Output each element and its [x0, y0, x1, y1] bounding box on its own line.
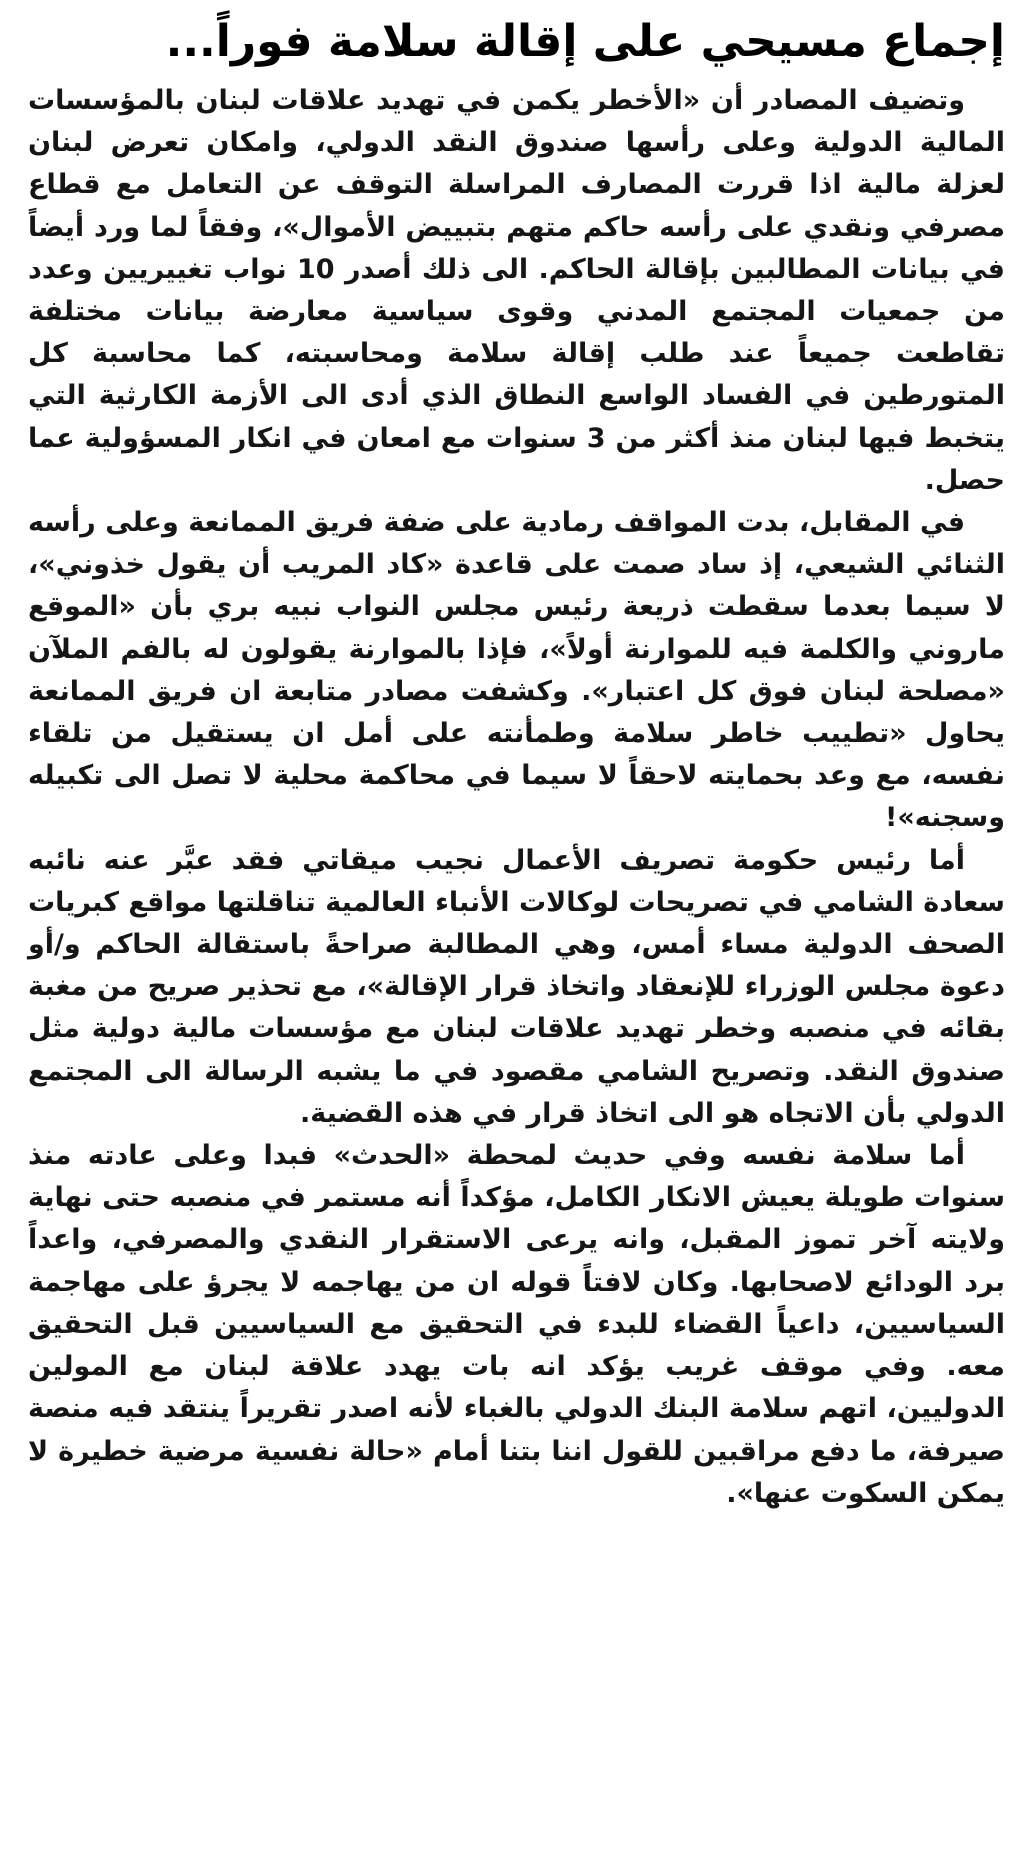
article-paragraph: وتضيف المصادر أن «الأخطر يكمن في تهديد علاقات لبنان بالمؤسسات المالية الدولية وعلى رأسها صندوق النقد الدولي، وامكان تعرض لبنان لعزلة مالية اذا قررت المصارف المراسلة التوقف عن التعامل مع قطاع مصرفي ونقدي على رأسه حاكم متهم بتبييض الأموال»، وفقاً لما ورد أيضاً في بيانات المطالبين بإقالة الحاكم. الى ذلك أصدر 10 نواب تغييريين وعدد من جمعيات المجتمع المدني وقوى سياسية معارضة بيانات مختلفة تقاطعت جميعاً عند طلب إقالة سلامة ومحاسبته، كما محاسبة كل المتورطين في الفساد الواسع النطاق الذي أدى الى الأزمة الكارثية التي يتخبط فيها لبنان منذ أكثر من 3 سنوات مع امعان في انكار المسؤولية عما حصل.	[28, 85, 1005, 496]
article-paragraph: أما سلامة نفسه وفي حديث لمحطة «الحدث» فبدا وعلى عادته منذ سنوات طويلة يعيش الانكار الكامل، مؤكداً أنه مستمر في منصبه حتى نهاية ولايته آخر تموز المقبل، وانه يرعى الاستقرار النقدي والمصرفي، واعداً برد الودائع لاصحابها. وكان لافتاً قوله ان من يهاجمه لا يجرؤ على مهاجمة السياسيين، داعياً القضاء للبدء في التحقيق مع السياسيين قبل التحقيق معه. وفي موقف غريب يؤكد انه بات يهدد علاقة لبنان مع المولين الدوليين، اتهم سلامة البنك الدولي بالغباء لأنه اصدر تقريراً ينتقد فيه منصة صيرفة، ما دفع مراقبين للقول اننا بتنا أمام «حالة نفسية مرضية خطيرة لا يمكن السكوت عنها».	[28, 1140, 1005, 1509]
article-paragraph: أما رئيس حكومة تصريف الأعمال نجيب ميقاتي فقد عبَّر عنه نائبه سعادة الشامي في تصريحات لوكالات الأنباء العالمية تناقلتها مواقع كبريات الصحف الدولية مساء أمس، وهي المطالبة صراحةً باستقالة الحاكم و/أو دعوة مجلس الوزراء للإنعقاد واتخاذ قرار الإقالة»، مع تحذير صريح من مغبة بقائه في منصبه وخطر تهديد علاقات لبنان مع مؤسسات مالية دولية مثل صندوق النقد. وتصريح الشامي مقصود في ما يشبه الرسالة الى المجتمع الدولي بأن الاتجاه هو الى اتخاذ قرار في هذه القضية.	[28, 844, 1005, 1129]
article-body	[28, 80, 1005, 1515]
article-paragraph: في المقابل، بدت المواقف رمادية على ضفة فريق الممانعة وعلى رأسه الثنائي الشيعي، إذ ساد صمت على قاعدة «كاد المريب أن يقول خذوني»، لا سيما بعدما سقطت ذريعة رئيس مجلس النواب نبيه بري بأن «الموقع ماروني والكلمة فيه للموارنة أولاً»، فإذا بالموارنة يقولون له بالفم الملآن «مصلحة لبنان فوق كل اعتبار». وكشفت مصادر متابعة ان فريق الممانعة يحاول «تطييب خاطر سلامة وطمأنته على أمل ان يستقيل من تلقاء نفسه، مع وعد بحمايته لاحقاً لا سيما في محاكمة محلية لا تصل الى تكبيله وسجنه»!	[28, 507, 1005, 834]
article-headline: إجماع مسيحي على إقالة سلامة فوراً...	[165, 16, 1005, 67]
